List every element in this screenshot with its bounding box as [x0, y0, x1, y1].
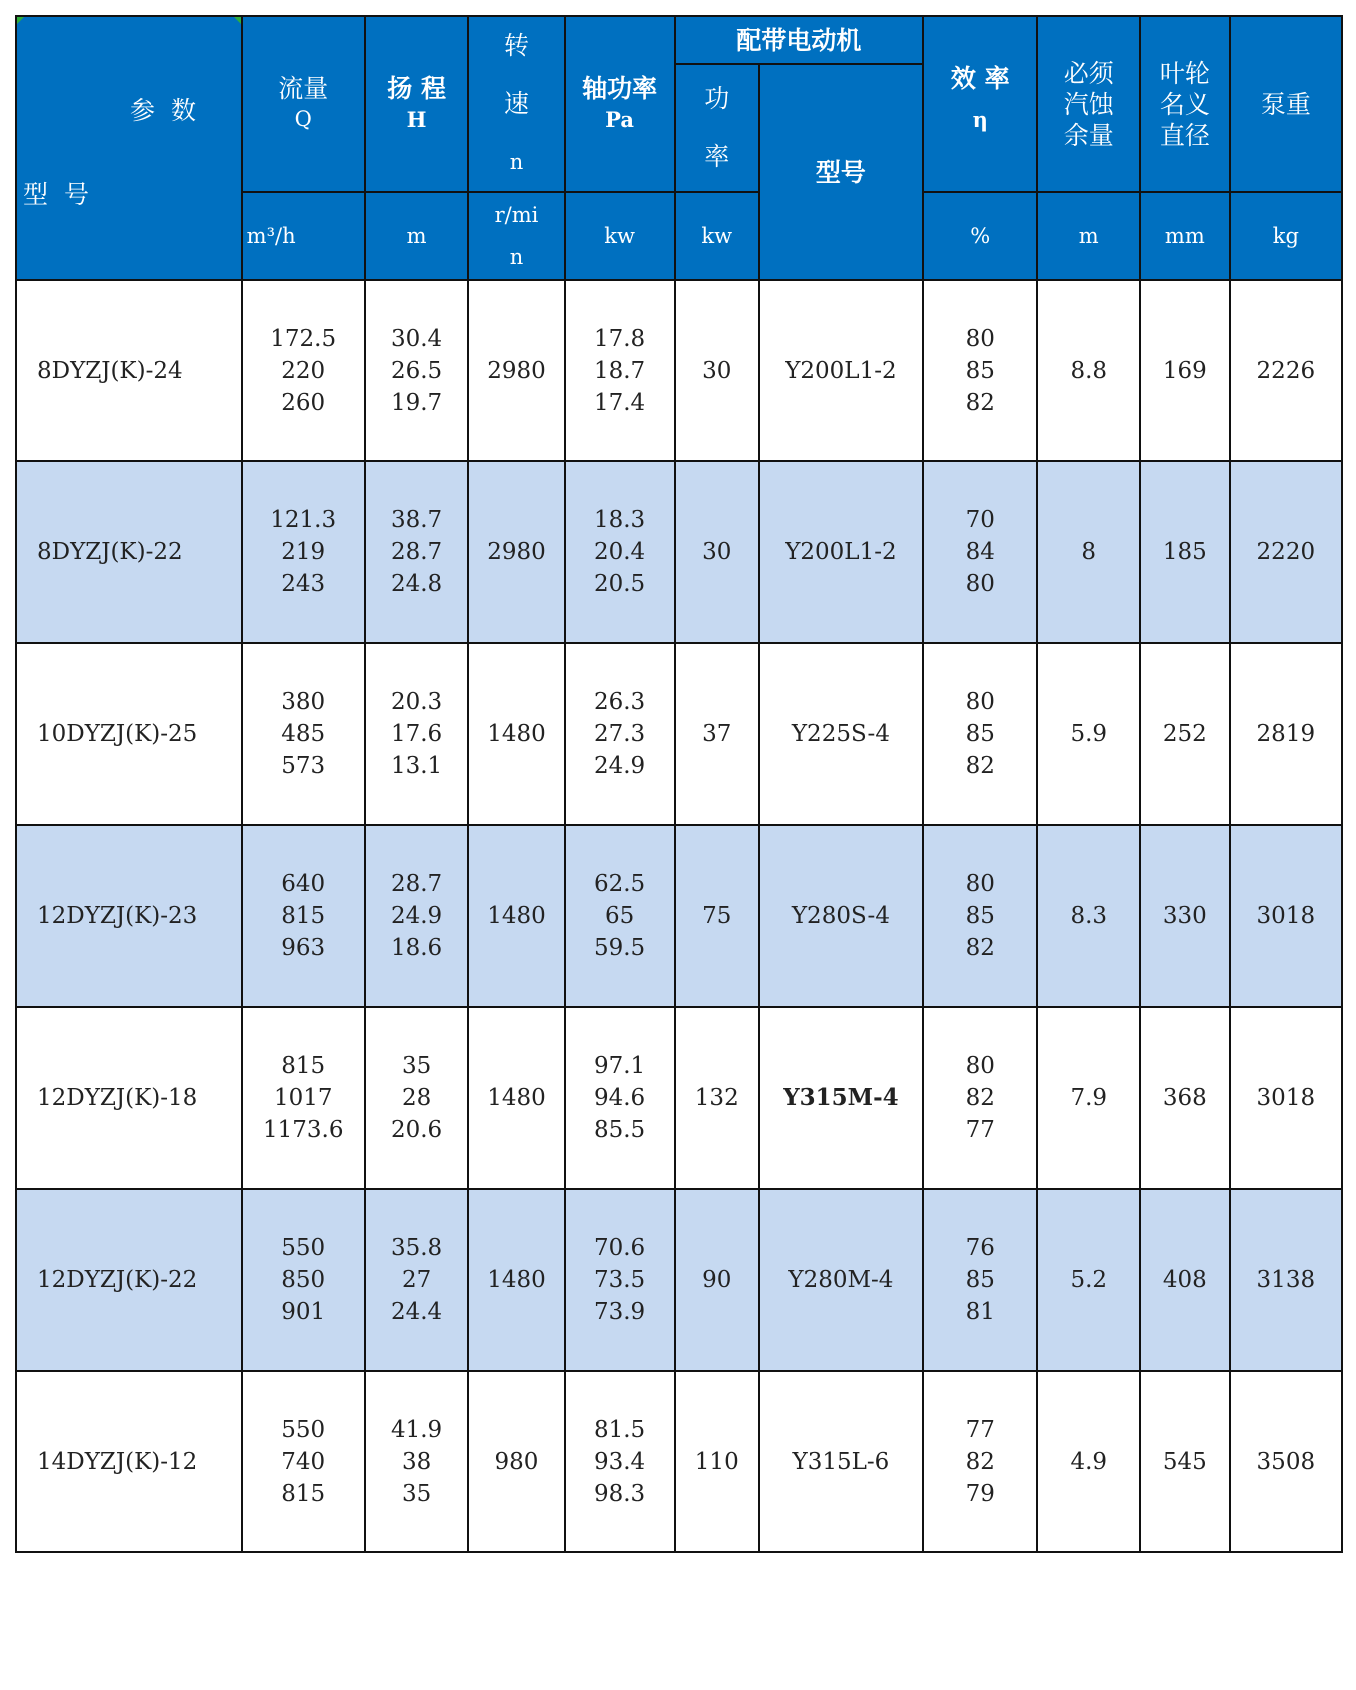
motor-model-cell: Y280M-4 [759, 1189, 923, 1371]
pump-spec-table [15, 15, 1343, 1553]
flow-value: 901 [281, 1299, 326, 1325]
motor-power-cell: 30 [675, 280, 759, 461]
flow-value: 1017 [273, 1085, 333, 1111]
flow-value: 121.3 [270, 507, 337, 533]
npsh-header [1037, 16, 1140, 192]
shaft-value: 85.5 [593, 1117, 646, 1143]
impeller-cell: 545 [1140, 1371, 1230, 1552]
weight-cell: 2226 [1230, 280, 1342, 461]
flow-value: 220 [281, 357, 326, 384]
npsh-label-3: 余量 [1063, 120, 1114, 150]
shaft-value: 97.1 [593, 1053, 646, 1079]
head-value: 35 [401, 1053, 432, 1079]
head-cell [365, 1371, 469, 1552]
table-header [16, 16, 1342, 280]
pump-model-cell: 14DYZJ(K)-12 [16, 1371, 242, 1552]
table-row [16, 461, 1342, 643]
efficiency-cell [923, 280, 1037, 461]
speed-symbol: n [509, 150, 524, 174]
motor-power-cell: 90 [675, 1189, 759, 1371]
motor-power-cell: 110 [675, 1371, 759, 1552]
impeller-label-1: 叶轮 [1159, 58, 1210, 88]
head-cell [365, 461, 469, 643]
shaft-power-label: 轴功率 [582, 74, 658, 103]
shaft-power-unit: kw [565, 192, 675, 280]
speed-cell: 1480 [468, 643, 564, 825]
impeller-label-3: 直径 [1159, 120, 1210, 150]
npsh-unit: m [1037, 192, 1140, 280]
speed-unit [468, 192, 564, 280]
efficiency-header [923, 16, 1037, 192]
eff-value: 85 [965, 1267, 995, 1293]
motor-power-cell: 132 [675, 1007, 759, 1189]
flow-unit: m³/h [242, 192, 365, 280]
shaft-power-cell [565, 825, 675, 1007]
flow-cell [242, 825, 365, 1007]
npsh-label-2: 汽蚀 [1063, 89, 1114, 119]
flow-value: 573 [281, 753, 326, 779]
shaft-power-cell [565, 461, 675, 643]
head-value: 35.8 [390, 1235, 443, 1261]
head-value: 28 [401, 1085, 432, 1111]
speed-unit-2: n [509, 245, 524, 269]
npsh-cell: 7.9 [1037, 1007, 1140, 1189]
head-header [365, 16, 469, 192]
flow-value: 815 [281, 1053, 326, 1079]
head-value: 20.6 [390, 1117, 443, 1143]
npsh-cell: 4.9 [1037, 1371, 1140, 1552]
motor-model-cell: Y280S-4 [759, 825, 923, 1007]
eff-value: 82 [965, 1085, 995, 1111]
eff-value: 70 [965, 507, 995, 533]
motor-model-cell: Y200L1-2 [759, 461, 923, 643]
pump-model-cell: 8DYZJ(K)-24 [16, 280, 242, 461]
flow-value: 550 [281, 1416, 326, 1443]
shaft-value: 20.5 [593, 571, 646, 597]
flow-value: 550 [281, 1235, 326, 1261]
motor-power-cell: 30 [675, 461, 759, 643]
impeller-cell: 330 [1140, 825, 1230, 1007]
shaft-value: 20.4 [593, 539, 646, 565]
motor-model-header: 型号 [759, 64, 923, 280]
weight-cell: 3018 [1230, 825, 1342, 1007]
speed-cell: 1480 [468, 1007, 564, 1189]
head-value: 17.6 [390, 721, 443, 747]
speed-cell: 2980 [468, 461, 564, 643]
shaft-value: 93.4 [593, 1448, 646, 1475]
head-cell [365, 643, 469, 825]
head-value: 20.3 [390, 689, 443, 715]
shaft-value: 17.8 [593, 325, 646, 352]
impeller-unit: mm [1140, 192, 1230, 280]
motor-power-label-1: 功 [704, 84, 730, 113]
flow-header [242, 16, 365, 192]
shaft-power-cell [565, 1189, 675, 1371]
head-cell [365, 1189, 469, 1371]
eff-value: 85 [965, 357, 995, 384]
motor-model-cell: Y225S-4 [759, 643, 923, 825]
eff-value: 77 [965, 1416, 995, 1443]
eff-value: 82 [965, 935, 995, 961]
flow-value: 815 [281, 903, 326, 929]
flow-value: 815 [281, 1480, 326, 1507]
flow-value: 219 [281, 539, 326, 565]
speed-cell: 2980 [468, 280, 564, 461]
npsh-cell: 5.9 [1037, 643, 1140, 825]
npsh-label-1: 必须 [1063, 58, 1114, 88]
shaft-value: 17.4 [593, 389, 646, 416]
shaft-value: 24.9 [593, 753, 646, 779]
flow-value: 172.5 [270, 325, 337, 352]
efficiency-cell [923, 1189, 1037, 1371]
head-value: 28.7 [390, 539, 443, 565]
corner-header-cell [16, 16, 242, 280]
motor-model-cell: Y315M-4 [759, 1007, 923, 1189]
motor-power-unit: kw [675, 192, 759, 280]
shaft-power-header [565, 16, 675, 192]
pump-model-cell: 8DYZJ(K)-22 [16, 461, 242, 643]
impeller-cell: 252 [1140, 643, 1230, 825]
weight-cell: 3508 [1230, 1371, 1342, 1552]
efficiency-cell [923, 461, 1037, 643]
flow-symbol: Q [294, 107, 312, 131]
flow-value: 640 [281, 871, 326, 897]
pump-model-cell: 12DYZJ(K)-23 [16, 825, 242, 1007]
head-value: 24.4 [390, 1299, 443, 1325]
head-value: 24.9 [390, 903, 443, 929]
pump-model-cell: 10DYZJ(K)-25 [16, 643, 242, 825]
flow-label: 流量 [278, 74, 329, 103]
head-value: 18.6 [390, 935, 443, 961]
impeller-cell: 368 [1140, 1007, 1230, 1189]
head-cell [365, 280, 469, 461]
shaft-value: 62.5 [593, 871, 646, 897]
head-value: 30.4 [390, 325, 443, 352]
speed-unit-1: r/mi [494, 203, 539, 227]
impeller-cell: 408 [1140, 1189, 1230, 1371]
shaft-value: 81.5 [593, 1416, 646, 1443]
efficiency-unit: % [923, 192, 1037, 280]
corner-marker [17, 17, 24, 24]
eff-value: 82 [965, 753, 995, 779]
shaft-value: 70.6 [593, 1235, 646, 1261]
shaft-value: 18.7 [593, 357, 646, 384]
head-cell [365, 1007, 469, 1189]
shaft-power-cell [565, 280, 675, 461]
shaft-value: 59.5 [593, 935, 646, 961]
head-value: 13.1 [390, 753, 443, 779]
speed-cell: 1480 [468, 825, 564, 1007]
head-value: 35 [401, 1480, 432, 1507]
flow-value: 850 [281, 1267, 326, 1293]
head-value: 19.7 [390, 389, 443, 416]
shaft-value: 65 [604, 903, 635, 929]
motor-power-header [675, 64, 759, 192]
impeller-label-2: 名义 [1159, 89, 1210, 119]
parameter-label: 参 数 [130, 96, 200, 125]
impeller-cell: 185 [1140, 461, 1230, 643]
shaft-value: 73.9 [593, 1299, 646, 1325]
motor-power-cell: 37 [675, 643, 759, 825]
eff-value: 76 [965, 1235, 995, 1261]
efficiency-cell [923, 1371, 1037, 1552]
table-row [16, 280, 1342, 461]
flow-cell [242, 280, 365, 461]
flow-value: 485 [281, 721, 326, 747]
eff-value: 77 [965, 1117, 995, 1143]
flow-cell [242, 1371, 365, 1552]
speed-label-1: 转 [503, 31, 529, 60]
eff-value: 79 [965, 1480, 995, 1507]
weight-cell: 2220 [1230, 461, 1342, 643]
flow-value: 243 [281, 571, 326, 597]
shaft-value: 73.5 [593, 1267, 646, 1293]
head-value: 28.7 [390, 871, 443, 897]
flow-cell [242, 1007, 365, 1189]
head-value: 27 [401, 1267, 432, 1293]
speed-cell: 980 [468, 1371, 564, 1552]
table-row [16, 1371, 1342, 1552]
weight-header: 泵重 [1230, 16, 1342, 192]
table-row [16, 1007, 1342, 1189]
shaft-value: 94.6 [593, 1085, 646, 1111]
weight-cell: 2819 [1230, 643, 1342, 825]
corner-marker [234, 17, 241, 24]
shaft-power-cell [565, 643, 675, 825]
npsh-cell: 8.3 [1037, 825, 1140, 1007]
table-body [16, 280, 1342, 1552]
shaft-power-symbol: Pa [605, 107, 634, 132]
motor-power-label-2: 率 [704, 142, 730, 171]
npsh-cell: 5.2 [1037, 1189, 1140, 1371]
eff-value: 82 [965, 1448, 995, 1475]
flow-value: 1173.6 [262, 1117, 344, 1143]
eff-value: 81 [965, 1299, 995, 1325]
eff-value: 85 [965, 721, 995, 747]
eff-value: 80 [965, 689, 995, 715]
table-row [16, 1189, 1342, 1371]
eff-value: 84 [965, 539, 995, 565]
npsh-cell: 8.8 [1037, 280, 1140, 461]
head-label: 扬 程 [387, 74, 446, 103]
head-value: 26.5 [390, 357, 443, 384]
motor-model-cell: Y315L-6 [759, 1371, 923, 1552]
head-value: 38.7 [390, 507, 443, 533]
pump-model-cell: 12DYZJ(K)-22 [16, 1189, 242, 1371]
efficiency-cell [923, 1007, 1037, 1189]
speed-cell: 1480 [468, 1189, 564, 1371]
weight-cell: 3018 [1230, 1007, 1342, 1189]
shaft-power-cell [565, 1371, 675, 1552]
impeller-cell: 169 [1140, 280, 1230, 461]
flow-value: 260 [281, 389, 326, 416]
efficiency-cell [923, 825, 1037, 1007]
eff-value: 82 [965, 389, 995, 416]
eff-value: 80 [965, 571, 995, 597]
flow-cell [242, 461, 365, 643]
model-label: 型 号 [23, 180, 93, 209]
motor-power-cell: 75 [675, 825, 759, 1007]
eff-value: 80 [965, 1053, 995, 1079]
efficiency-label: 效 率 [950, 63, 1010, 93]
flow-cell [242, 1189, 365, 1371]
flow-value: 740 [281, 1448, 326, 1475]
eff-value: 80 [965, 325, 995, 352]
head-value: 41.9 [390, 1416, 443, 1443]
weight-unit: kg [1230, 192, 1342, 280]
head-value: 38 [401, 1448, 432, 1475]
shaft-value: 27.3 [593, 721, 646, 747]
pump-model-cell: 12DYZJ(K)-18 [16, 1007, 242, 1189]
npsh-cell: 8 [1037, 461, 1140, 643]
motor-model-cell: Y200L1-2 [759, 280, 923, 461]
shaft-value: 18.3 [593, 507, 646, 533]
flow-cell [242, 643, 365, 825]
speed-label-2: 速 [503, 89, 529, 118]
shaft-power-cell [565, 1007, 675, 1189]
flow-value: 380 [281, 689, 326, 715]
table-row [16, 643, 1342, 825]
table-row [16, 825, 1342, 1007]
shaft-value: 26.3 [593, 689, 646, 715]
head-cell [365, 825, 469, 1007]
head-value: 24.8 [390, 571, 443, 597]
flow-value: 963 [281, 935, 326, 961]
speed-header [468, 16, 564, 192]
weight-cell: 3138 [1230, 1189, 1342, 1371]
shaft-value: 98.3 [593, 1480, 646, 1507]
head-unit: m [365, 192, 469, 280]
efficiency-symbol: η [972, 106, 988, 132]
efficiency-cell [923, 643, 1037, 825]
motor-group-header: 配带电动机 [675, 16, 923, 64]
impeller-header [1140, 16, 1230, 192]
eff-value: 85 [965, 903, 995, 929]
eff-value: 80 [965, 871, 995, 897]
head-symbol: H [406, 107, 427, 132]
